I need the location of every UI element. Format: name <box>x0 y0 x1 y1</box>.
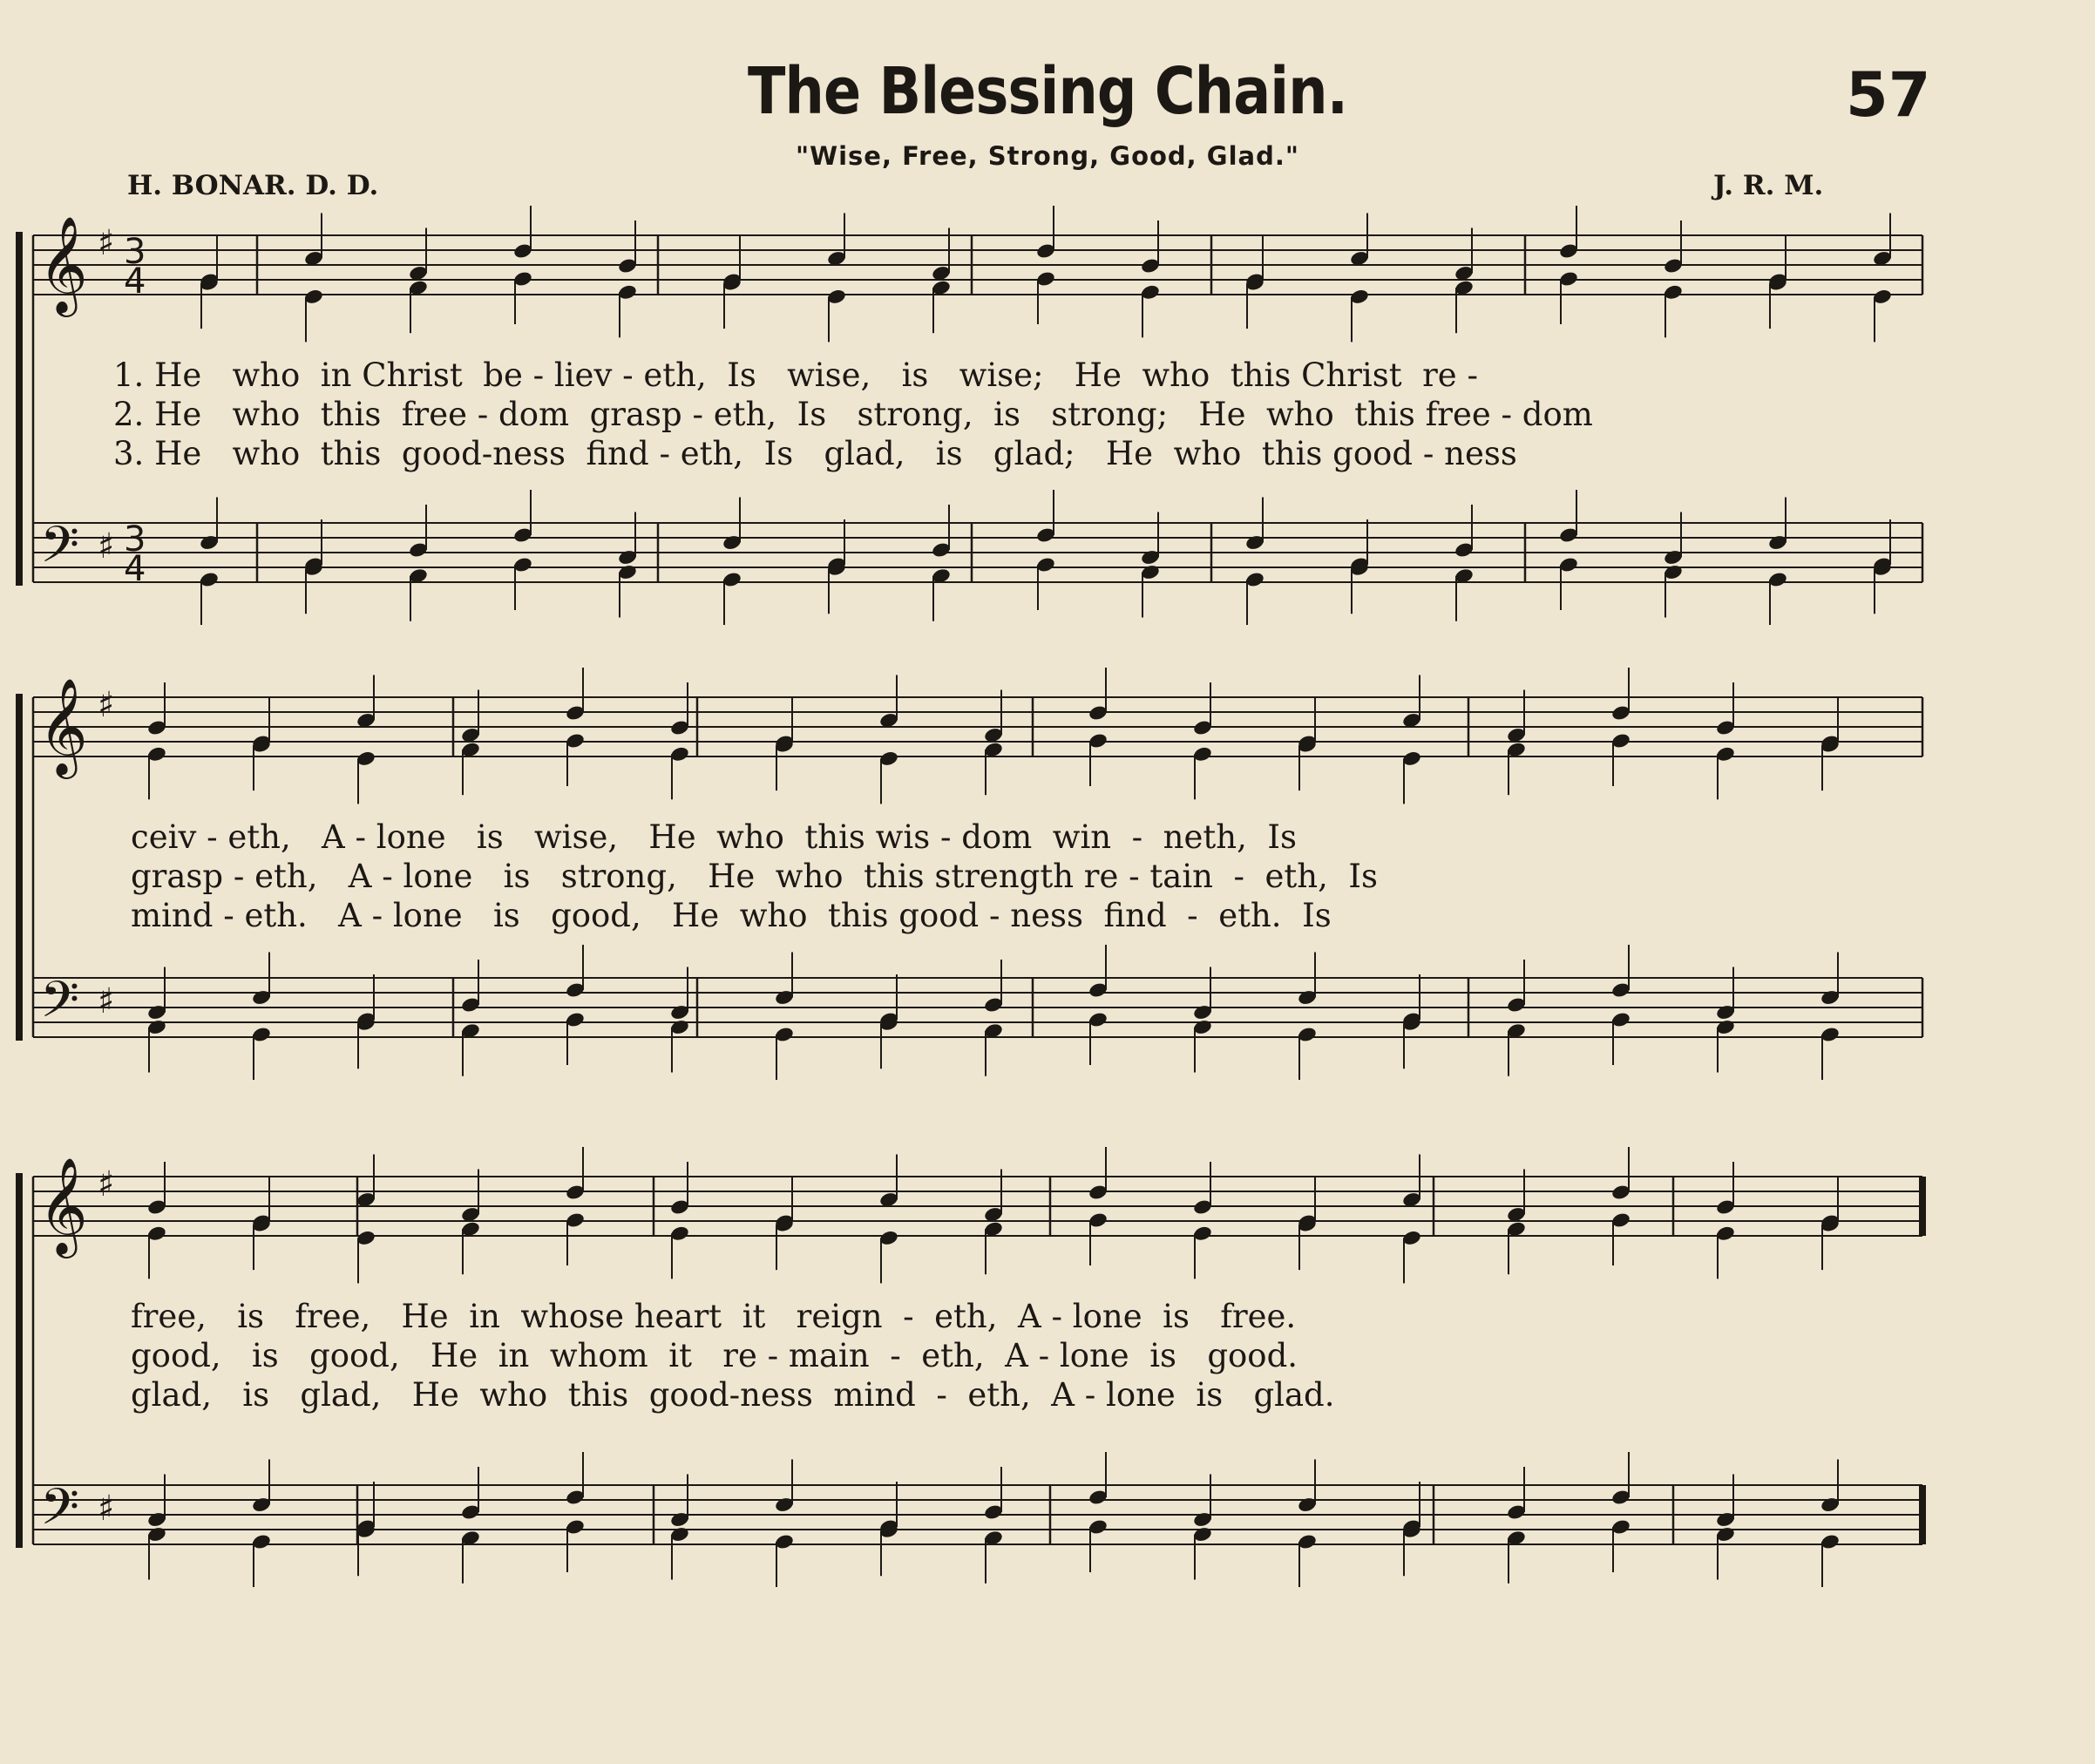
treble-clef-icon: 𝄞 <box>38 215 88 313</box>
lyric-line: free, is free, He in whose heart it reign - eth, A - lone is free. <box>131 1298 1297 1335</box>
final-barline <box>1919 1177 1926 1236</box>
lyric-line: 1. He who in Christ be - liev - eth, Is wise, is wise; He who this Christ re - <box>113 356 1478 394</box>
sharp-icon: ♯ <box>98 685 115 725</box>
author-credit: H. BONAR. D. D. <box>127 170 379 201</box>
time-signature-icon: 4 <box>124 549 146 589</box>
time-signature-icon: 3 <box>124 232 146 272</box>
lyric-line: good, is good, He in whom it re - main - eth, A - lone is good. <box>131 1337 1298 1374</box>
system-brace <box>16 694 23 1041</box>
hymn-subtitle: "Wise, Free, Strong, Good, Glad." <box>796 141 1299 171</box>
lyric-line: 2. He who this free - dom grasp - eth, Is strong, is strong; He who this free - dom <box>113 396 1593 433</box>
final-barline <box>1919 1485 1926 1544</box>
lyric-line: ceiv - eth, A - lone is wise, He who this wis - dom win - neth, Is <box>131 818 1297 856</box>
bass-clef-icon: 𝄢 <box>40 970 80 1041</box>
sharp-icon: ♯ <box>98 981 115 1021</box>
page-number: 57 <box>1846 59 1931 131</box>
lyric-line: grasp - eth, A - lone is strong, He who this strength re - tain - eth, Is <box>131 858 1379 895</box>
time-signature-icon: 4 <box>124 261 146 302</box>
time-signature-icon: 3 <box>124 519 146 560</box>
bass-clef-icon: 𝄢 <box>40 515 80 587</box>
sharp-icon: ♯ <box>98 223 115 263</box>
sharp-icon: ♯ <box>98 1489 115 1529</box>
lyric-line: mind - eth. A - lone is good, He who this good - ness find - eth. Is <box>131 897 1332 934</box>
composer-credit: J. R. M. <box>1713 170 1824 201</box>
system-brace <box>16 232 23 586</box>
treble-clef-icon: 𝄞 <box>38 677 88 775</box>
treble-clef-icon: 𝄞 <box>38 1157 88 1254</box>
bass-clef-icon: 𝄢 <box>40 1477 80 1549</box>
sharp-icon: ♯ <box>98 1164 115 1204</box>
lyric-line: 3. He who this good-ness find - eth, Is glad, is glad; He who this good - ness <box>113 435 1517 472</box>
hymn-title: The Blessing Chain. <box>747 54 1348 129</box>
system-brace <box>16 1173 23 1548</box>
sharp-icon: ♯ <box>98 526 115 567</box>
lyric-line: glad, is glad, He who this good-ness mind - eth, A - lone is glad. <box>131 1376 1335 1414</box>
